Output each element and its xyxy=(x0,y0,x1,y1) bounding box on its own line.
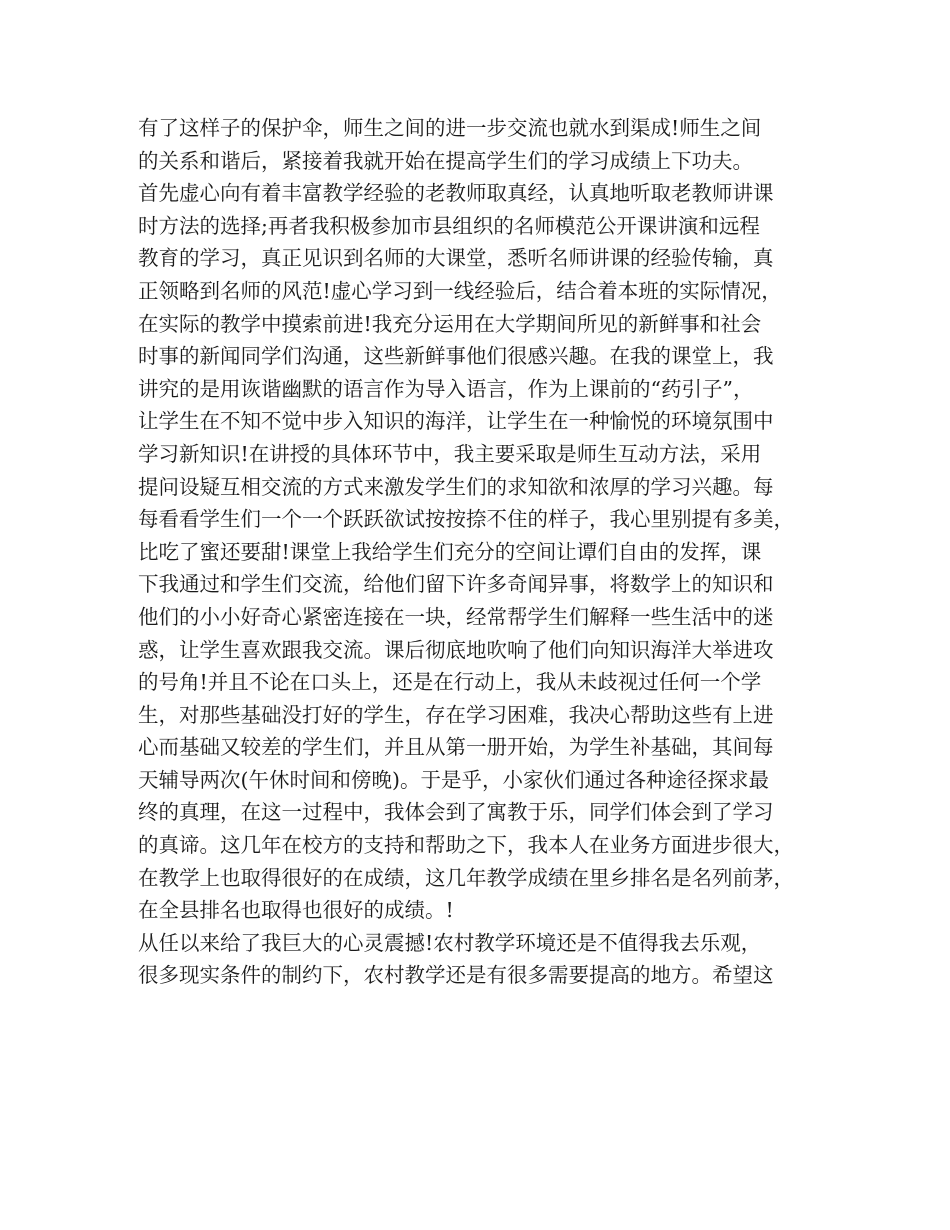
body-text xyxy=(138,112,828,992)
text-line: 首先虚心向有着丰富教学经验的老教师取真经，认真地听取老教师讲课 xyxy=(138,181,774,206)
text-line: 他们的小小好奇心紧密连接在一块，经常帮学生们解释一些生活中的迷 xyxy=(138,604,774,629)
text-line: 时方法的选择;再者我积极参加市县组织的名师模范公开课讲演和远程 xyxy=(138,213,760,238)
text-line: 在全县排名也取得也很好的成绩。! xyxy=(138,898,454,923)
text-line: 心而基础又较差的学生们，并且从第一册开始，为学生补基础，其间每 xyxy=(138,735,774,760)
text-line: 正领略到名师的风范!虚心学习到一线经验后，结合着本班的实际情况， xyxy=(138,278,782,303)
text-line: 从任以来给了我巨大的心灵震撼!农村教学环境还是不值得我去乐观， xyxy=(138,930,762,955)
text-line: 有了这样子的保护伞，师生之间的进一步交流也就水到渠成!师生之间 xyxy=(138,116,762,140)
text-line: 比吃了蜜还要甜!课堂上我给学生们充分的空间让谭们自由的发挥，课 xyxy=(138,539,762,564)
text-line: 很多现实条件的制约下，农村教学还是有很多需要提高的地方。希望这 xyxy=(138,963,774,988)
text-line: 惑，让学生喜欢跟我交流。课后彻底地吹响了他们向知识海洋大举进攻 xyxy=(138,637,774,662)
text-line: 下我通过和学生们交流，给他们留下许多奇闻异事，将数学上的知识和 xyxy=(138,572,774,597)
text-line: 时事的新闻同学们沟通，这些新鲜事他们很感兴趣。在我的课堂上，我 xyxy=(138,344,774,369)
text-line: 在实际的教学中摸索前进!我充分运用在大学期间所见的新鲜事和社会 xyxy=(138,311,762,336)
text-line: 的关系和谐后，紧接着我就开始在提高学生们的学习成绩上下功夫。 xyxy=(138,148,753,173)
text-line: 提问设疑互相交流的方式来激发学生们的求知欲和浓厚的学习兴趣。每 xyxy=(138,474,774,499)
text-line: 学习新知识!在讲授的具体环节中，我主要采取是师生互动方法，采用 xyxy=(138,441,762,466)
text-line: 在教学上也取得很好的在成绩，这几年教学成绩在里乡排名是名列前茅， xyxy=(138,865,794,890)
text-line: 让学生在不知不觉中步入知识的海洋，让学生在一种愉悦的环境氛围中 xyxy=(138,409,774,434)
text-line: 的真谛。这几年在校方的支持和帮助之下，我本人在业务方面进步很大， xyxy=(138,833,794,858)
text-line: 教育的学习，真正见识到名师的大课堂，悉听名师讲课的经验传输，真 xyxy=(138,246,774,271)
text-line: 每看看学生们一个一个跃跃欲试按按捺不住的样子，我心里别提有多美， xyxy=(138,507,794,532)
text-line: 天辅导两次(午休时间和傍晚)。于是乎，小家伙们通过各种途径探求最 xyxy=(138,767,769,792)
text-line: 的号角!并且不论在口头上，还是在行动上，我从未歧视过任何一个学 xyxy=(138,670,762,695)
text-line: 生，对那些基础没打好的学生，存在学习困难，我决心帮助这些有上进 xyxy=(138,702,774,727)
text-line: 终的真理，在这一过程中，我体会到了寓教于乐，同学们体会到了学习 xyxy=(138,800,774,825)
text-line: 讲究的是用诙谐幽默的语言作为导入语言，作为上课前的“药引子”， xyxy=(138,376,754,401)
